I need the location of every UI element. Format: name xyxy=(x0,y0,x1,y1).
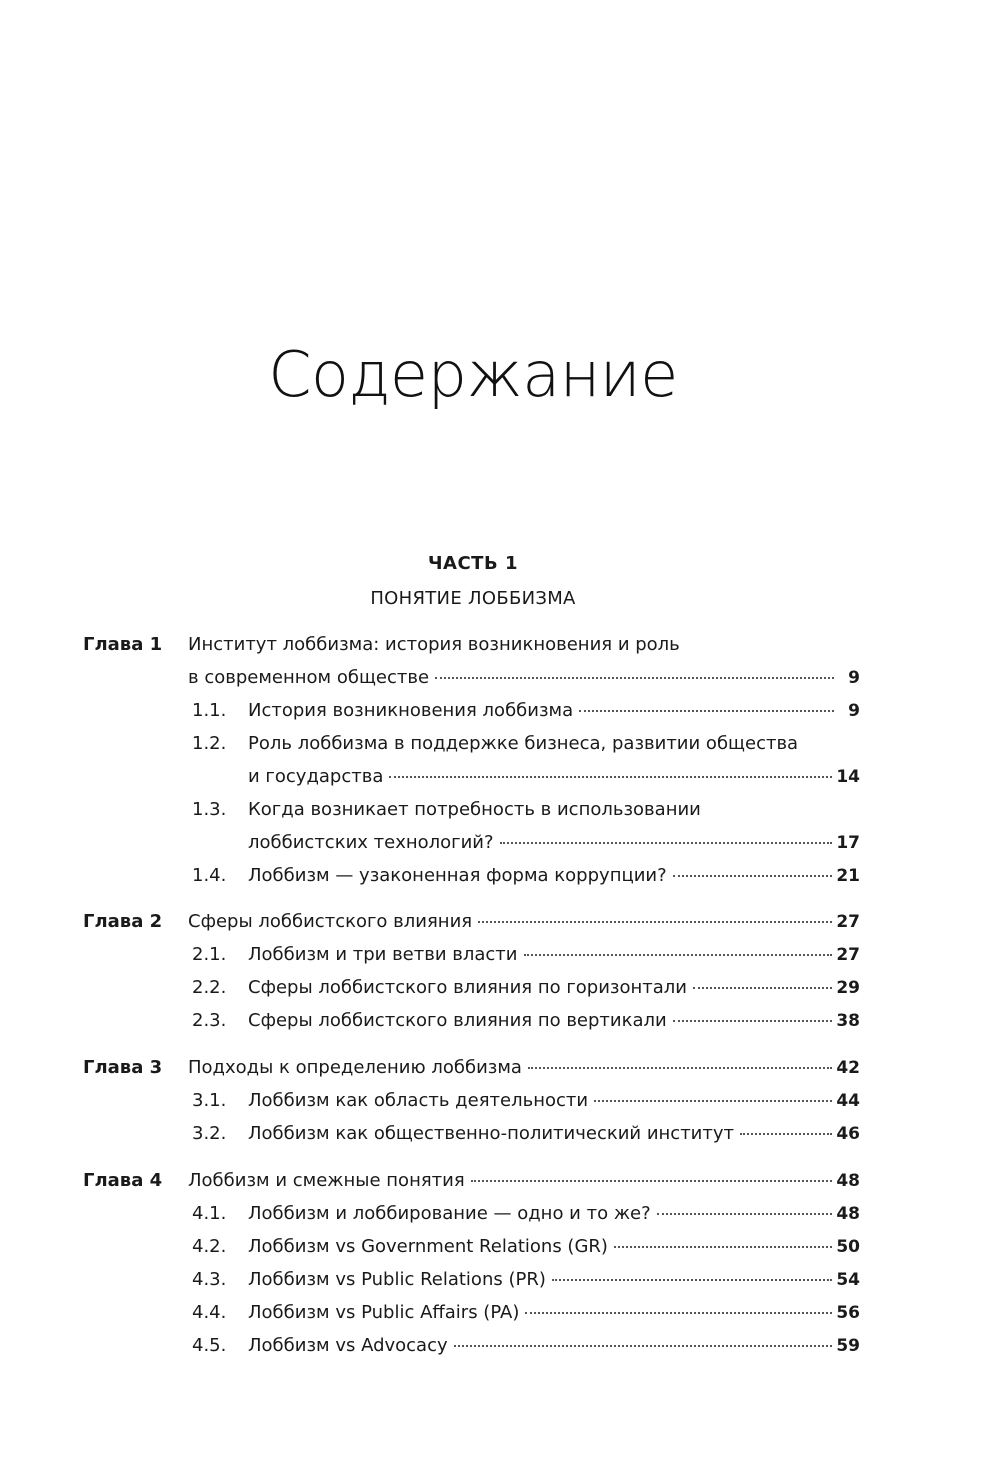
toc-entry[interactable] xyxy=(188,910,860,934)
page-number: 38 xyxy=(836,1011,860,1031)
dot-leader xyxy=(525,1312,832,1314)
section-number: 4.3. xyxy=(192,1269,227,1290)
section-title: Сферы лоббистского влияния по горизонтали xyxy=(248,977,687,998)
section-number: 3.1. xyxy=(192,1090,227,1111)
section-number: 3.2. xyxy=(192,1123,227,1144)
section-number: 4.4. xyxy=(192,1302,227,1323)
dot-leader xyxy=(552,1279,832,1281)
dot-leader xyxy=(500,842,833,844)
chapter-label: Глава 2 xyxy=(83,911,163,932)
page-number: 29 xyxy=(836,978,860,998)
section-number: 1.4. xyxy=(192,865,227,886)
dot-leader xyxy=(693,987,832,989)
section-number: 1.2. xyxy=(192,733,227,754)
section-title: Лоббизм vs Advocacy xyxy=(248,1335,448,1356)
section-title: Лоббизм vs Public Affairs (PA) xyxy=(248,1302,520,1323)
dot-leader xyxy=(579,710,834,712)
dot-leader xyxy=(740,1133,832,1135)
chapter-title-line: Институт лоббизма: история возникновения и роль xyxy=(188,634,680,655)
chapter-title: Подходы к определению лоббизма xyxy=(188,1057,522,1078)
page-number: 17 xyxy=(836,833,860,853)
toc-entry[interactable] xyxy=(248,1301,860,1325)
toc-entry[interactable] xyxy=(248,765,860,789)
page-title: Содержание xyxy=(268,338,678,411)
chapter-title: Лоббизм и смежные понятия xyxy=(188,1170,465,1191)
section-title: лоббистских технологий? xyxy=(248,832,494,853)
section-title: Лоббизм — узаконенная форма коррупции? xyxy=(248,865,667,886)
chapter-title: в современном обществе xyxy=(188,667,430,688)
part-label: ЧАСТЬ 1 xyxy=(428,553,518,574)
section-number: 2.3. xyxy=(192,1010,227,1031)
toc-entry[interactable] xyxy=(188,666,860,690)
section-number: 2.1. xyxy=(192,944,227,965)
dot-leader xyxy=(524,954,833,956)
page-number: 46 xyxy=(836,1124,860,1144)
page-number: 27 xyxy=(836,945,860,965)
dot-leader xyxy=(454,1345,833,1347)
section-title: История возникновения лоббизма xyxy=(248,700,574,721)
chapter-label: Глава 4 xyxy=(83,1170,163,1191)
toc-entry[interactable] xyxy=(248,1235,860,1259)
toc-entry[interactable] xyxy=(248,1009,860,1033)
section-title: Лоббизм и три ветви власти xyxy=(248,944,518,965)
section-title: Лоббизм vs Government Relations (GR) xyxy=(248,1236,608,1257)
page-number: 9 xyxy=(848,701,860,721)
dot-leader xyxy=(389,776,832,778)
page-number: 50 xyxy=(836,1237,860,1257)
page-number: 27 xyxy=(836,912,860,932)
dot-leader xyxy=(657,1213,833,1215)
chapter-label: Глава 3 xyxy=(83,1057,163,1078)
section-title: Лоббизм и лоббирование — одно и то же? xyxy=(248,1203,651,1224)
dot-leader xyxy=(614,1246,832,1248)
dot-leader xyxy=(478,921,832,923)
dot-leader xyxy=(528,1067,832,1069)
section-number: 4.2. xyxy=(192,1236,227,1257)
toc-entry[interactable] xyxy=(248,1089,860,1113)
page-number: 42 xyxy=(836,1058,860,1078)
section-number: 1.3. xyxy=(192,799,227,820)
toc-entry[interactable] xyxy=(248,831,860,855)
page-number: 48 xyxy=(836,1204,860,1224)
section-title-line: Роль лоббизма в поддержке бизнеса, развитии общества xyxy=(248,733,799,754)
toc-entry[interactable] xyxy=(248,1268,860,1292)
page-number: 44 xyxy=(836,1091,860,1111)
section-number: 2.2. xyxy=(192,977,227,998)
section-title: Лоббизм как область деятельности xyxy=(248,1090,589,1111)
toc-entry[interactable] xyxy=(248,1202,860,1226)
page-number: 54 xyxy=(836,1270,860,1290)
dot-leader xyxy=(435,677,834,679)
page-number: 14 xyxy=(836,767,860,787)
dot-leader xyxy=(673,1020,833,1022)
section-number: 4.5. xyxy=(192,1335,227,1356)
toc-entry[interactable] xyxy=(248,943,860,967)
section-title: и государства xyxy=(248,766,384,787)
page-number: 59 xyxy=(836,1336,860,1356)
page-number: 56 xyxy=(836,1303,860,1323)
section-title: Лоббизм как общественно-политический институт xyxy=(248,1123,734,1144)
chapter-label: Глава 1 xyxy=(83,634,163,655)
section-number: 4.1. xyxy=(192,1203,227,1224)
toc-entry[interactable] xyxy=(248,976,860,1000)
dot-leader xyxy=(594,1100,832,1102)
section-title: Лоббизм vs Public Relations (PR) xyxy=(248,1269,546,1290)
toc-entry[interactable] xyxy=(248,1122,860,1146)
toc-entry[interactable] xyxy=(188,1169,860,1193)
page-number: 21 xyxy=(836,866,860,886)
dot-leader xyxy=(673,875,833,877)
section-number: 1.1. xyxy=(192,700,227,721)
section-title: Сферы лоббистского влияния по вертикали xyxy=(248,1010,667,1031)
page-number: 48 xyxy=(836,1171,860,1191)
dot-leader xyxy=(471,1180,833,1182)
part-subtitle: ПОНЯТИЕ ЛОББИЗМА xyxy=(370,588,576,609)
page-number: 9 xyxy=(848,668,860,688)
toc-entry[interactable] xyxy=(248,699,860,723)
toc-entry[interactable] xyxy=(248,864,860,888)
chapter-title: Сферы лоббистского влияния xyxy=(188,911,473,932)
section-title-line: Когда возникает потребность в использовании xyxy=(248,799,701,820)
toc-entry[interactable] xyxy=(188,1056,860,1080)
toc-entry[interactable] xyxy=(248,1334,860,1358)
